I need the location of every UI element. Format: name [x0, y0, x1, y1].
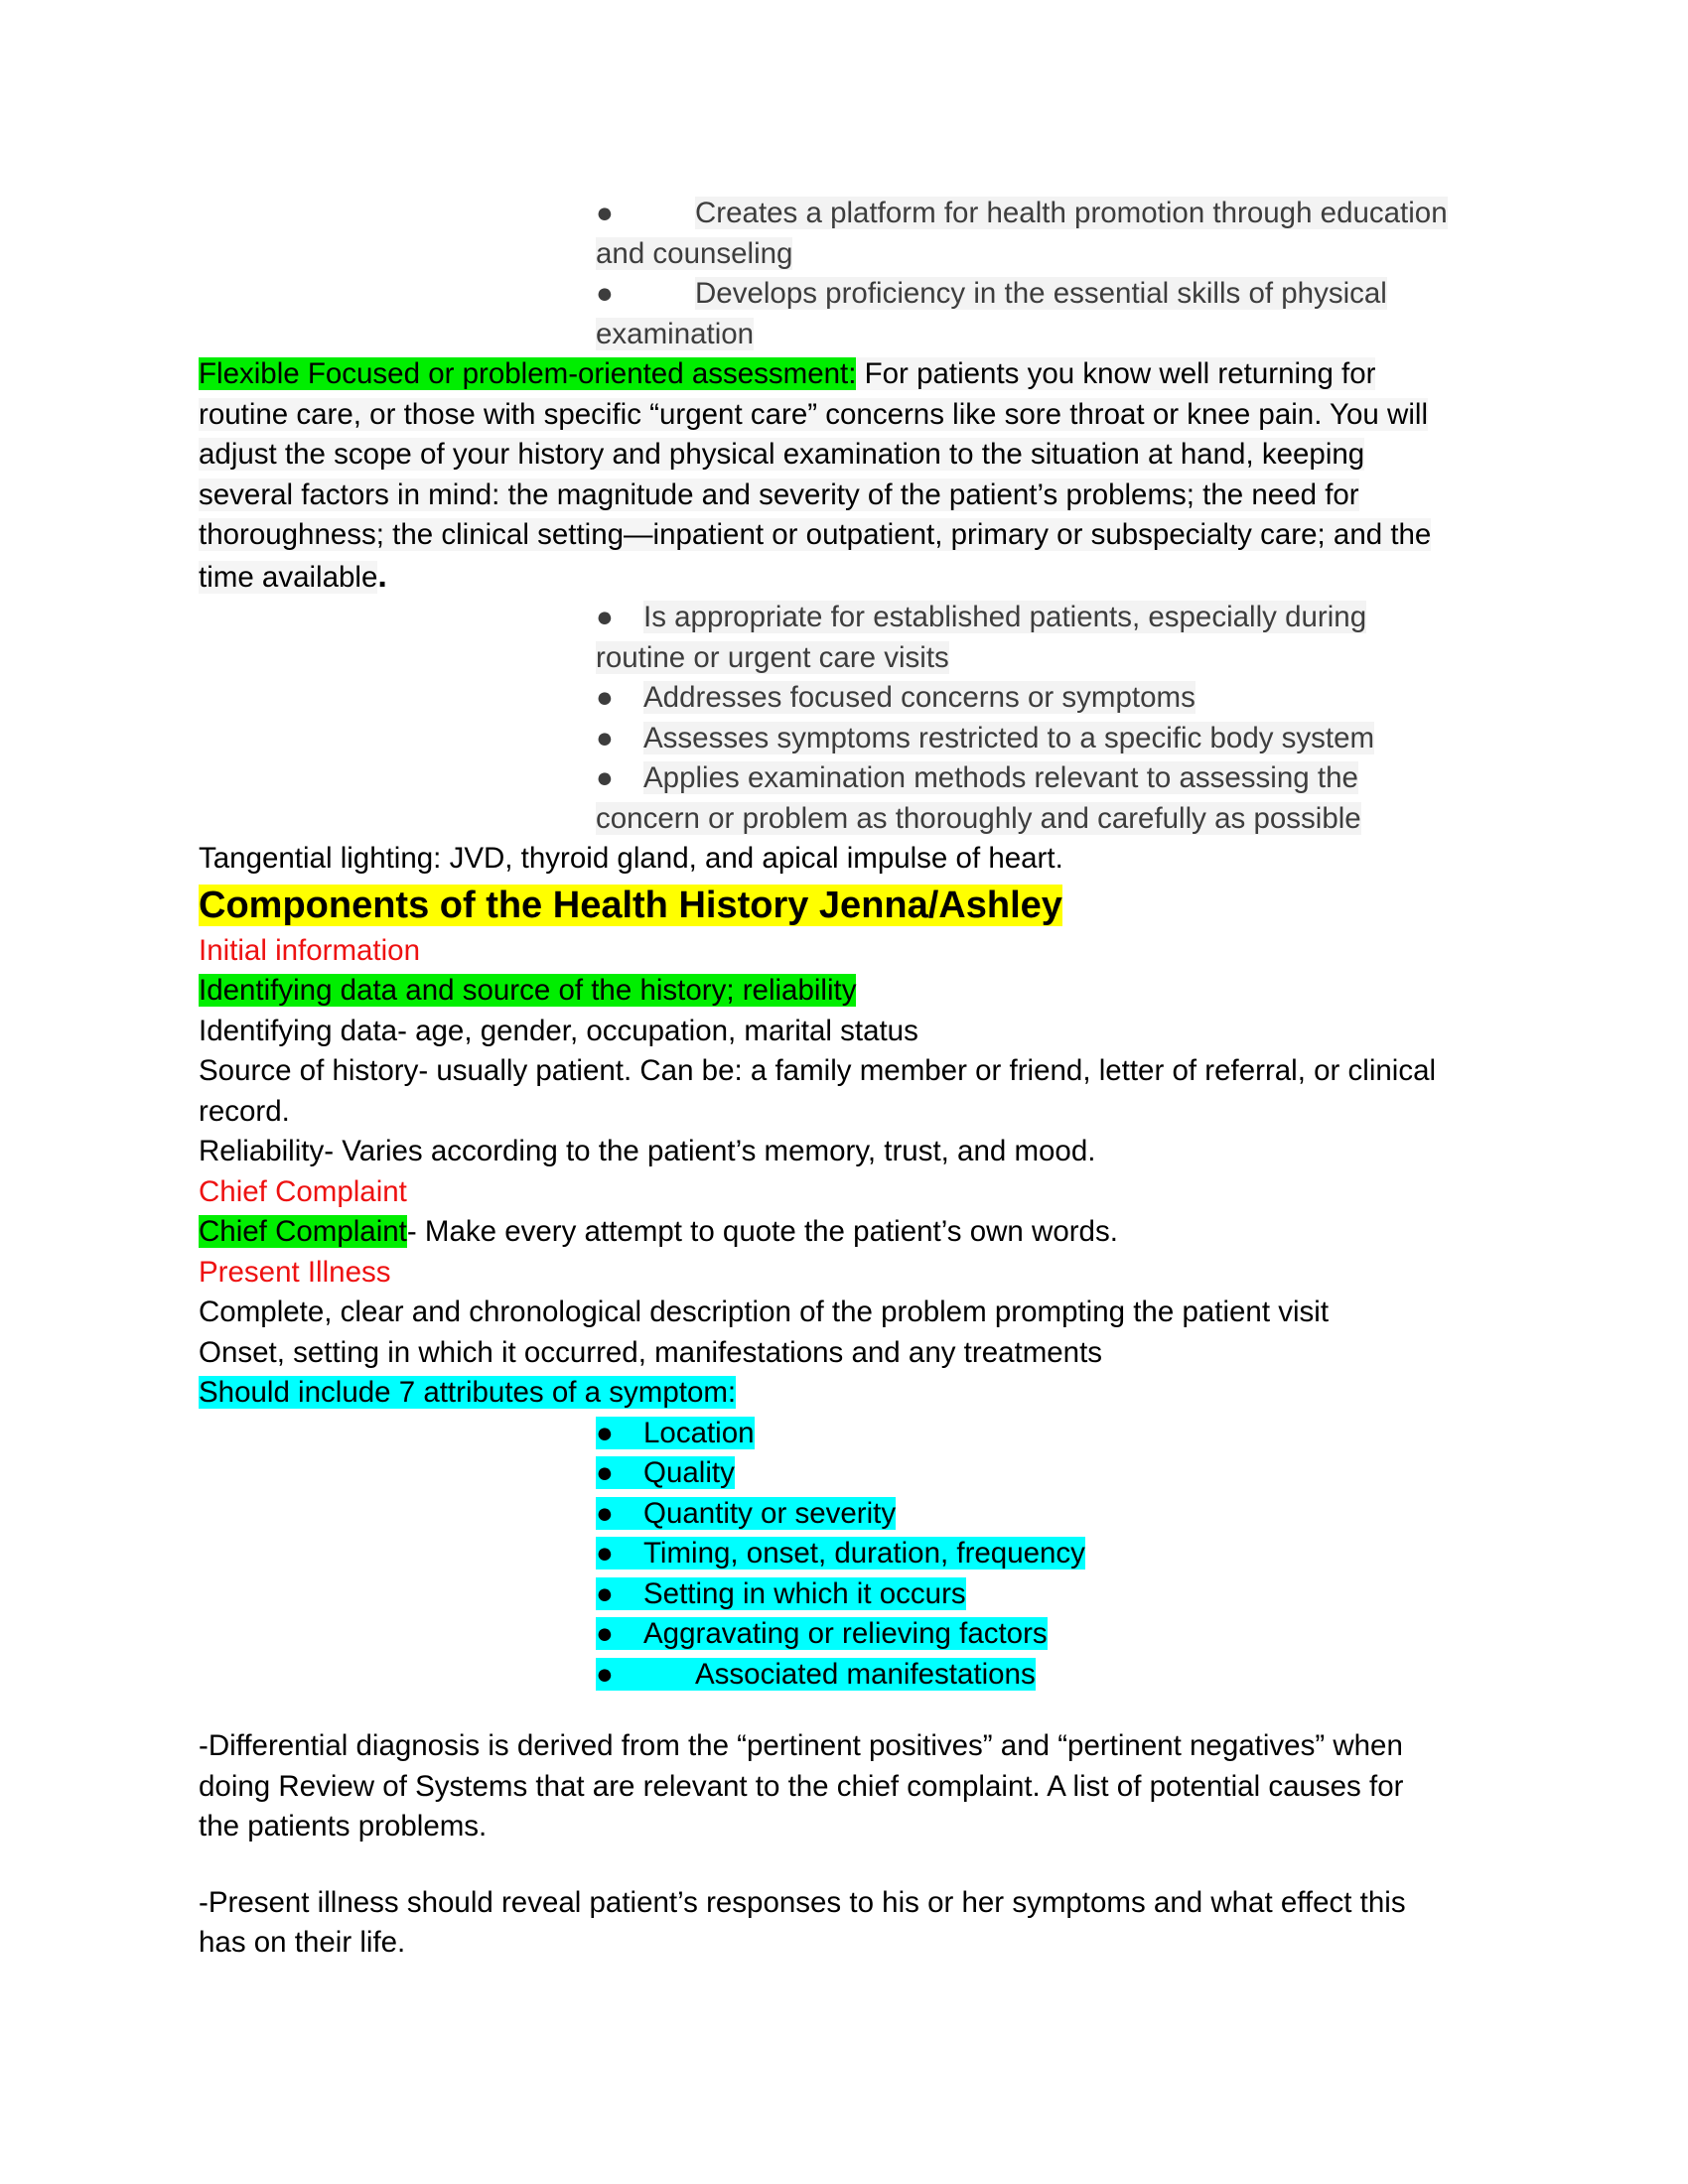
differential-line: doing Review of Systems that are relevant to the chief complaint. A list of potential causes for: [199, 1769, 1404, 1803]
list-item: ● Develops proficiency in the essential skills of physical: [199, 274, 1489, 315]
bullet-icon: ●: [596, 721, 614, 754]
bullet-icon: ●: [596, 197, 614, 229]
bullet-icon: ●: [596, 1617, 614, 1650]
tangential-lighting-line: Tangential lighting: JVD, thyroid gland, and apical impulse of heart.: [199, 842, 1063, 875]
present-reveal-line: -Present illness should reveal patient’s responses to his or her symptoms and what effect this: [199, 1885, 1406, 1919]
flexible-assessment-label: Flexible Focused or problem-oriented assessment:: [199, 357, 857, 390]
differential-line: the patients problems.: [199, 1810, 488, 1843]
bullet-icon: ●: [596, 761, 614, 794]
attributes-label-line: Should include 7 attributes of a symptom:: [199, 1376, 737, 1409]
present-illness-line: Complete, clear and chronological description of the problem prompting the patient visit: [199, 1296, 1330, 1328]
attribute-item: ● Setting in which it occurs: [199, 1574, 1489, 1615]
paragraph-line: adjust the scope of your history and physical examination to the situation at hand, keeping: [199, 438, 1365, 471]
paragraph-line: several factors in mind: the magnitude and severity of the patient’s problems; the need for: [199, 478, 1359, 511]
present-illness-heading: Present Illness: [199, 1255, 391, 1289]
list-item: ● Applies examination methods relevant to assessing the: [199, 758, 1489, 799]
list-item-continuation: concern or problem as thoroughly and carefully as possible: [596, 801, 1361, 835]
present-reveal-line: has on their life.: [199, 1926, 406, 1959]
flexible-assessment-line: Flexible Focused or problem-oriented assessment: For patients you know well returning for: [199, 357, 1376, 390]
bullet-icon: ●: [596, 1456, 614, 1489]
source-of-history-line: Source of history- usually patient. Can be: a family member or friend, letter of referral, or clinical: [199, 1054, 1437, 1087]
identifying-data-heading: Identifying data and source of the history; reliability: [199, 974, 857, 1007]
document-content: [199, 194, 1489, 1964]
source-of-history-line-2: record.: [199, 1094, 290, 1128]
differential-line: -Differential diagnosis is derived from the “pertinent positives” and “pertinent negatives” when: [199, 1729, 1403, 1762]
chief-complaint-line: Chief Complaint- Make every attempt to quote the patient’s own words.: [199, 1215, 1118, 1248]
chief-complaint-heading: Chief Complaint: [199, 1174, 407, 1208]
attribute-item: ● Aggravating or relieving factors: [199, 1614, 1489, 1655]
bullet-icon: ●: [596, 601, 614, 633]
list-item: ● Assesses symptoms restricted to a specific body system: [199, 719, 1489, 759]
paragraph-line: thoroughness; the clinical setting—inpatient or outpatient, primary or subspecialty care; and the: [199, 518, 1432, 551]
paragraph-line: routine care, or those with specific “urgent care” concerns like sore throat or knee pain. You will: [199, 397, 1428, 431]
attribute-item: ● Quantity or severity: [199, 1494, 1489, 1535]
list-item-continuation: and counseling: [596, 236, 793, 270]
list-item-continuation: examination: [596, 317, 755, 350]
list-item: ● Creates a platform for health promotion through education: [199, 194, 1489, 234]
section-heading: Components of the Health History Jenna/Ashley: [199, 884, 1062, 926]
list-item-continuation: routine or urgent care visits: [596, 640, 949, 674]
bullet-icon: ●: [596, 1496, 614, 1530]
list-item: ● Is appropriate for established patients, especially during: [199, 598, 1489, 638]
identifying-data-line: Identifying data- age, gender, occupation, marital status: [199, 1014, 918, 1047]
reliability-line: Reliability- Varies according to the patient’s memory, trust, and mood.: [199, 1135, 1096, 1167]
attribute-item: ● Associated manifestations: [199, 1655, 1489, 1696]
attribute-item: ● Location: [199, 1414, 1489, 1454]
bullet-icon: ●: [596, 1537, 614, 1570]
paragraph-line: time available.: [199, 556, 387, 595]
bullet-icon: ●: [596, 681, 614, 714]
present-illness-line: Onset, setting in which it occurred, manifestations and any treatments: [199, 1335, 1103, 1369]
attribute-item: ● Quality: [199, 1453, 1489, 1494]
attribute-item: ● Timing, onset, duration, frequency: [199, 1534, 1489, 1574]
bullet-icon: ●: [596, 1657, 614, 1691]
bullet-icon: ●: [596, 1416, 614, 1449]
bullet-icon: ●: [596, 1576, 614, 1610]
list-item: ● Addresses focused concerns or symptoms: [199, 678, 1489, 719]
bullet-icon: ●: [596, 277, 614, 310]
initial-information-heading: Initial information: [199, 933, 420, 967]
